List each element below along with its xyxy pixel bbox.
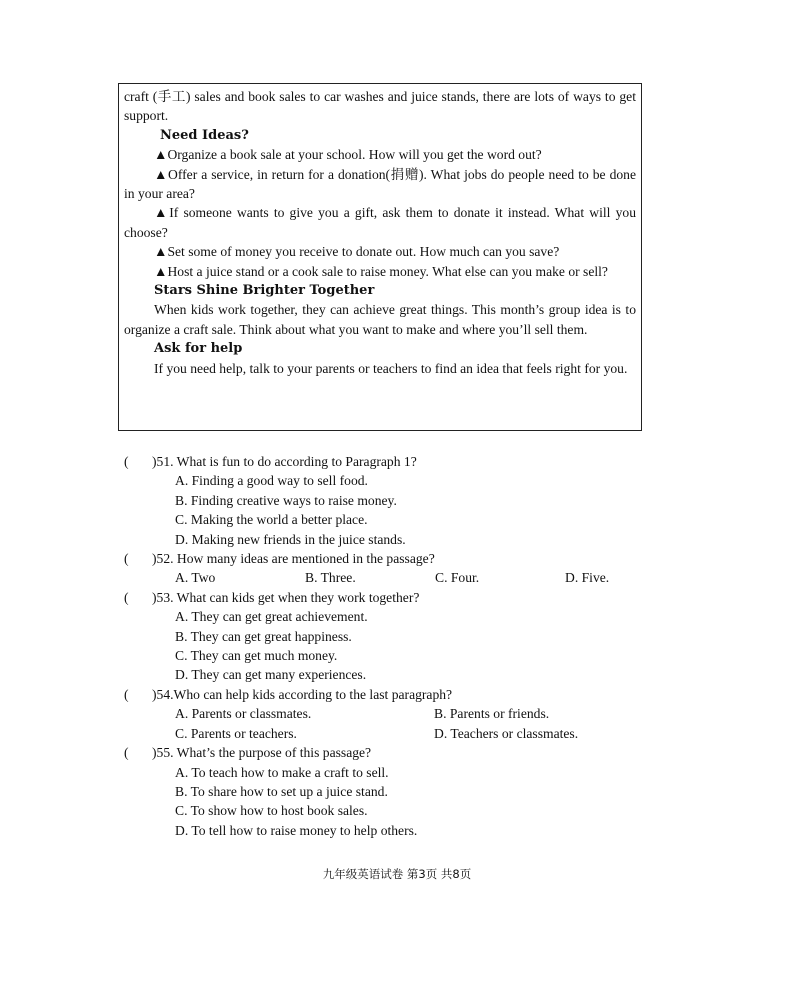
option-d: D. Teachers or classmates. [434,725,579,741]
need-ideas-heading: Need Ideas? [160,127,249,143]
option-b: B. They can get great happiness. [175,628,352,644]
page-footer: 九年级英语试卷 第3页 共8页 [322,867,472,881]
option-d: D. To tell how to raise money to help others. [175,822,418,838]
option-c: C. Making the world a better place. [175,512,368,528]
option-b: B. Finding creative ways to raise money. [175,492,397,508]
question-54 [124,685,644,704]
option-b: B. Three. [305,570,356,586]
answer-blank[interactable]: ( [124,686,129,702]
stars-paragraph: When kids work together, they can achieve great things. This month’s group idea is to organize a craft sale. Think about what you want to make and where you’ll sell them. [124,302,636,337]
option-a: A. To teach how to make a craft to sell. [175,764,389,780]
question-list [124,452,644,840]
option-d: D. They can get many experiences. [175,667,367,683]
reading-passage-box [118,83,642,431]
question-55 [124,743,644,762]
option-a: A. Two [175,570,216,586]
answer-blank[interactable]: ( [124,454,129,469]
option-a: A. They can get great achievement. [175,609,368,625]
question-stem: )54.Who can help kids according to the last paragraph? [152,686,453,702]
option-b: B. To share how to set up a juice stand. [175,783,388,799]
idea-item: ▲Set some of money you receive to donate out. How much can you save? [154,244,560,260]
stars-heading: Stars Shine Brighter Together [154,283,375,299]
option-b: B. Parents or friends. [434,706,550,722]
answer-blank[interactable]: ( [124,589,129,605]
option-d: D. Five. [565,570,610,586]
option-row [124,568,644,587]
help-heading: Ask for help [154,341,243,357]
passage-intro: craft (手工) sales and book sales to car washes and juice stands, there are lots of ways to get support. [124,89,636,124]
answer-blank[interactable]: ( [124,745,129,761]
question-53 [124,588,644,607]
option-c: C. They can get much money. [175,648,338,664]
option-a: A. Parents or classmates. [175,706,312,722]
help-paragraph: If you need help, talk to your parents or teachers to find an idea that feels right for you. [154,360,628,376]
option-a: A. Finding a good way to sell food. [175,473,368,489]
option-row [124,724,644,743]
question-stem: )52. How many ideas are mentioned in the passage? [152,551,435,567]
option-c: C. Four. [435,570,480,586]
question-51 [124,452,644,471]
question-stem: )53. What can kids get when they work together? [152,589,420,605]
question-stem: )55. What’s the purpose of this passage? [152,745,372,761]
answer-blank[interactable]: ( [124,551,129,567]
option-d: D. Making new friends in the juice stands. [175,531,406,547]
option-c: C. To show how to host book sales. [175,803,368,819]
option-row [124,704,644,723]
idea-item: ▲Organize a book sale at your school. How will you get the word out? [154,147,542,163]
idea-item: ▲Offer a service, in return for a donation(捐赠). What jobs do people need to be done in your area? [124,166,636,202]
idea-item: ▲Host a juice stand or a cook sale to raise money. What else can you make or sell? [154,263,608,279]
question-52 [124,549,644,568]
option-c: C. Parents or teachers. [175,725,297,741]
question-stem: )51. What is fun to do according to Paragraph 1? [152,454,417,469]
idea-item: ▲If someone wants to give you a gift, ask them to donate it instead. What will you choose? [124,205,636,240]
